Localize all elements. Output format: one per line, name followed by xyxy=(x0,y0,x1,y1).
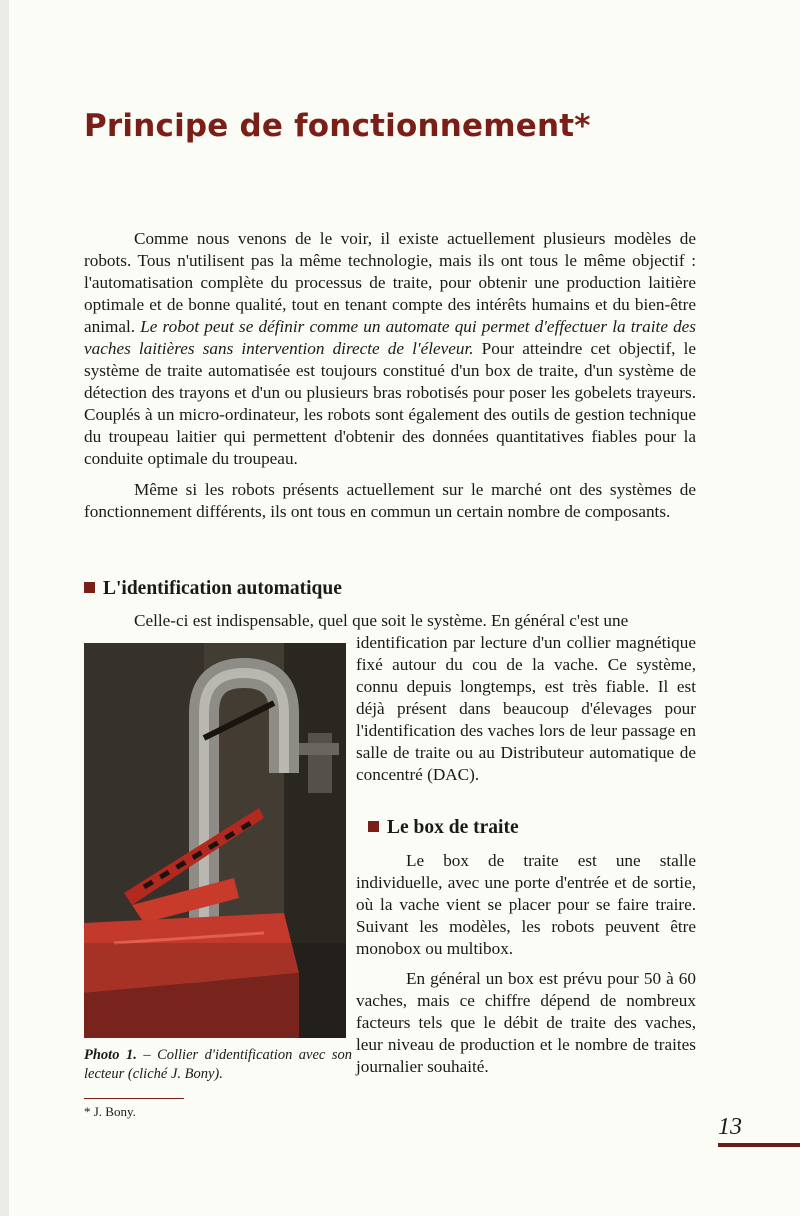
footnote: * J. Bony. xyxy=(84,1104,136,1119)
caption-label: Photo 1. xyxy=(84,1047,137,1063)
identification-first-text: Celle-ci est indispensable, quel que soit le système. En général c'est une xyxy=(134,611,629,630)
bullet-square-icon xyxy=(368,821,379,832)
identification-first-line xyxy=(84,610,696,632)
page-number-rule xyxy=(718,1143,800,1147)
section-heading-identification xyxy=(84,578,342,600)
intro-block xyxy=(84,228,696,532)
intro-paragraph-1 xyxy=(84,228,696,470)
box-text-1: Le box de traite est une stalle individuelle, avec une porte d'entrée et de sortie, où la vache vient se placer pour se faire traire. Suivant les modèles, les robots peuvent être monobox ou multibox. xyxy=(356,851,696,958)
box-section-body xyxy=(356,850,696,1086)
footnote-rule xyxy=(84,1098,184,1099)
section-heading-box xyxy=(368,817,519,839)
collar-photo-illustration xyxy=(84,643,346,1038)
photo-collar-reader xyxy=(84,643,346,1038)
page-number: 13 xyxy=(718,1114,742,1140)
page-title: Principe de fonctionnement* xyxy=(84,108,591,144)
section-heading-text: Le box de traite xyxy=(387,817,519,838)
bullet-square-icon xyxy=(84,582,95,593)
intro-text-a: Comme nous venons de le voir, il existe actuellement plusieurs modèles de robots. Tous n'utilisent pas la même technologie, mais ils ont tous le même objectif : l'automatisation complète du processus de traite, pour obtenir une production laitière optimale et de bonne qualité, tout en tenant compte des intérêts humains et du bien-être animal. xyxy=(84,229,696,336)
intro-text-b: Pour atteindre cet objectif, le système de traite automatisée est toujours constitué d'un box de traite, d'un système de détection des trayons et d'un ou plusieurs bras robotisés pour poser les gobelets trayeurs. Couplés à un micro-ordinateur, les robots sont également des outils de gestion technique du troupeau laitier qui permettent d'obtenir des données quantitatives fiables pour la conduite optimale du troupeau. xyxy=(84,339,696,468)
robot-definition: Le robot peut se définir comme un automate qui permet d'effectuer la traite des vaches laitières sans intervention directe de l'éleveur. xyxy=(84,317,696,358)
photo-caption xyxy=(84,1046,352,1084)
section-heading-text: L'identification automatique xyxy=(103,578,342,599)
box-paragraph-2 xyxy=(356,968,696,1078)
box-text-2: En général un box est prévu pour 50 à 60 vaches, mais ce chiffre dépend de nombreux facteurs tels que le débit de traite des vaches, leur niveau de production et le nombre de traites journalier souhaité. xyxy=(356,969,696,1076)
intro-text-c: Même si les robots présents actuellement sur le marché ont des systèmes de fonctionnement différents, ils ont tous en commun un certain nombre de composants. xyxy=(84,480,696,521)
caption-text: – Collier d'identification avec son lecteur (cliché J. Bony). xyxy=(84,1047,352,1082)
box-paragraph-1 xyxy=(356,850,696,960)
intro-paragraph-2 xyxy=(84,479,696,523)
identification-paragraph: identification par lecture d'un collier magnétique fixé autour du cou de la vache. Ce système, connu depuis longtemps, est très fiable. Il est déjà présent dans beaucoup d'élevages pour l'identification des vaches lors de leur passage en salle de traite ou au Distributeur automatique de concentré (DAC). xyxy=(356,633,696,784)
